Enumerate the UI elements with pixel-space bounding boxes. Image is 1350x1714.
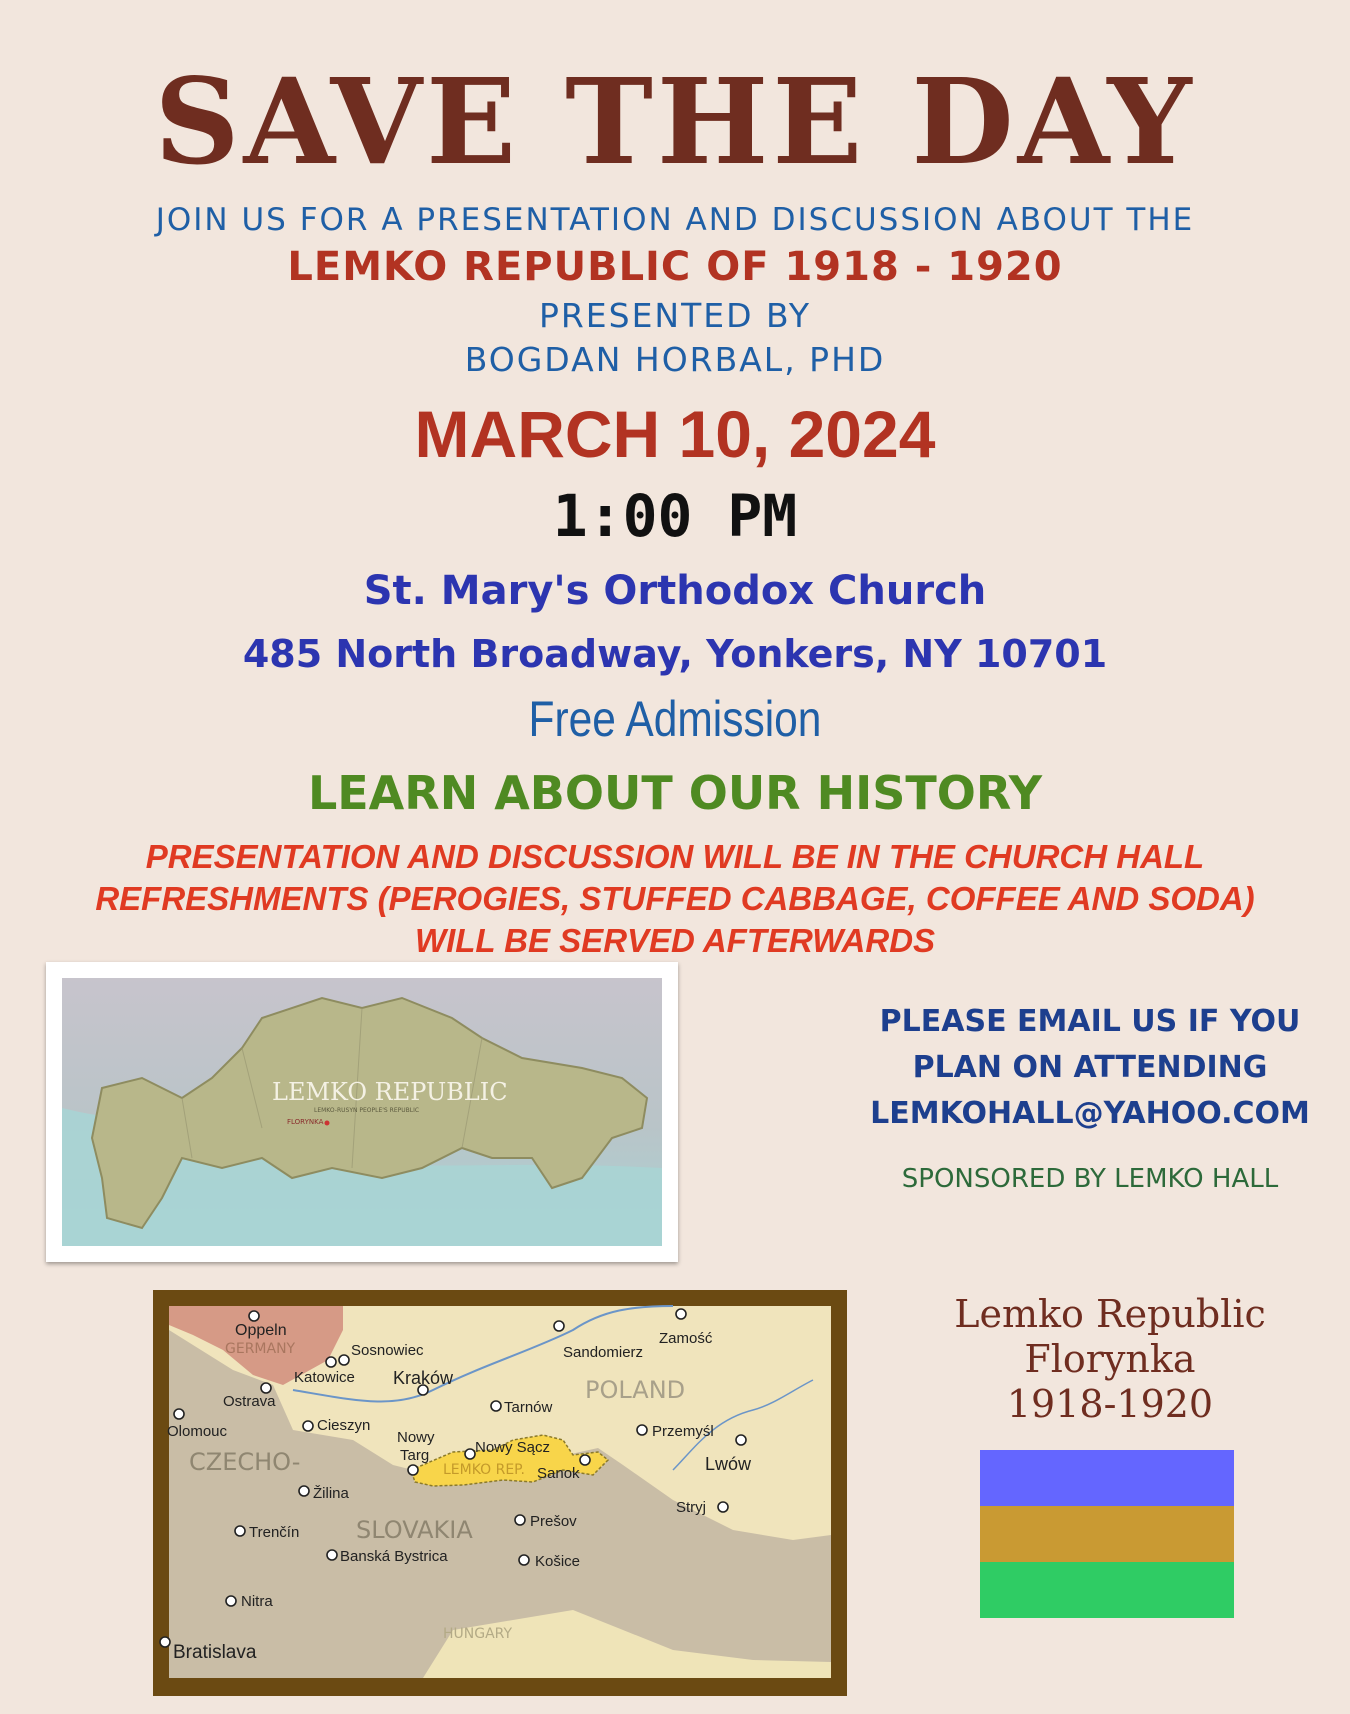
city-cieszyn: Cieszyn — [317, 1417, 371, 1434]
flag-stripe-gold — [980, 1506, 1234, 1562]
region-lemko: LEMKO REP. — [443, 1462, 525, 1478]
topic-line: LEMKO REPUBLIC OF 1918 - 1920 — [287, 244, 1063, 290]
city-bratislava: Bratislava — [173, 1642, 257, 1663]
event-time: 1:00 PM — [552, 482, 798, 550]
lemko-flag — [980, 1450, 1234, 1616]
city-tarnow: Tarnów — [504, 1399, 553, 1416]
region-slovakia: SLOVAKIA — [356, 1516, 473, 1544]
region-poland: POLAND — [585, 1376, 686, 1404]
city-sanok: Sanok — [537, 1465, 580, 1482]
city-ostrava: Ostrava — [223, 1393, 276, 1410]
rsvp-line-1: PLEASE EMAIL US IF YOU — [879, 1004, 1301, 1039]
city-kosice: Košice — [535, 1553, 581, 1570]
note-line-3: WILL BE SERVED AFTERWARDS — [414, 922, 936, 959]
city-banska-bystrica: Banská Bystrica — [340, 1548, 448, 1565]
region-map — [153, 1290, 847, 1696]
history-headline: LEARN ABOUT OUR HISTORY — [307, 766, 1043, 820]
map1-label: LEMKO REPUBLIC — [272, 1078, 508, 1106]
city-nowy-targ-2: Targ — [400, 1447, 430, 1464]
city-nitra: Nitra — [241, 1593, 273, 1610]
presented-by-label: PRESENTED BY — [538, 296, 812, 335]
map1-florynka-marker — [325, 1121, 330, 1126]
flag-title-line-2: Florynka — [1024, 1337, 1196, 1381]
city-presov: Prešov — [530, 1513, 577, 1530]
city-lwow: Lwów — [705, 1454, 752, 1474]
event-date: MARCH 10, 2024 — [414, 397, 936, 471]
note-line-2: REFRESHMENTS (PEROGIES, STUFFED CABBAGE, COFFEE AND SODA) — [95, 880, 1255, 917]
city-zamosc: Zamość — [659, 1330, 713, 1347]
city-sandomierz: Sandomierz — [563, 1344, 644, 1361]
flag-stripe-green — [980, 1562, 1234, 1618]
poster-title: SAVE THE DAY — [154, 52, 1196, 191]
presenter-name: BOGDAN HORBAL, PHD — [464, 340, 886, 379]
city-stryj: Stryj — [676, 1499, 706, 1516]
city-krakow: Kraków — [393, 1368, 454, 1388]
flag-title-line-3: 1918-1920 — [1006, 1382, 1214, 1426]
city-nowy-targ-1: Nowy — [397, 1429, 435, 1446]
region-hungary: HUNGARY — [443, 1626, 513, 1642]
flag-stripe-blue — [980, 1450, 1234, 1506]
city-nowy-sacz: Nowy Sącz — [475, 1439, 551, 1456]
flag-title-line-1: Lemko Republic — [954, 1292, 1266, 1336]
lemko-republic-map — [46, 962, 678, 1262]
intro-line: JOIN US FOR A PRESENTATION AND DISCUSSION ABOUT THE — [155, 202, 1195, 238]
city-przemysl: Przemyśl — [652, 1423, 714, 1440]
city-trencin: Trenčín — [249, 1524, 300, 1541]
region-czecho: CZECHO- — [189, 1448, 301, 1476]
rsvp-email[interactable]: LEMKOHALL@YAHOO.COM — [870, 1096, 1310, 1131]
city-zilina: Žilina — [313, 1485, 349, 1502]
sponsor-text: SPONSORED BY LEMKO HALL — [901, 1164, 1279, 1194]
city-olomouc: Olomouc — [167, 1423, 228, 1440]
map1-place: FLORYNKA — [287, 1118, 324, 1126]
region-germany: GERMANY — [225, 1341, 296, 1357]
venue-address: 485 North Broadway, Yonkers, NY 10701 — [242, 632, 1108, 676]
venue-name: St. Mary's Orthodox Church — [363, 568, 987, 614]
city-katowice: Katowice — [294, 1369, 355, 1386]
city-sosnowiec: Sosnowiec — [351, 1342, 424, 1359]
map1-sublabel: LEMKO-RUSYN PEOPLE'S REPUBLIC — [314, 1107, 420, 1114]
city-oppeln: Oppeln — [235, 1322, 287, 1339]
rsvp-line-2: PLAN ON ATTENDING — [912, 1050, 1268, 1085]
note-line-1: PRESENTATION AND DISCUSSION WILL BE IN THE CHURCH HALL — [145, 838, 1205, 875]
admission-text: Free Admission — [528, 691, 822, 747]
